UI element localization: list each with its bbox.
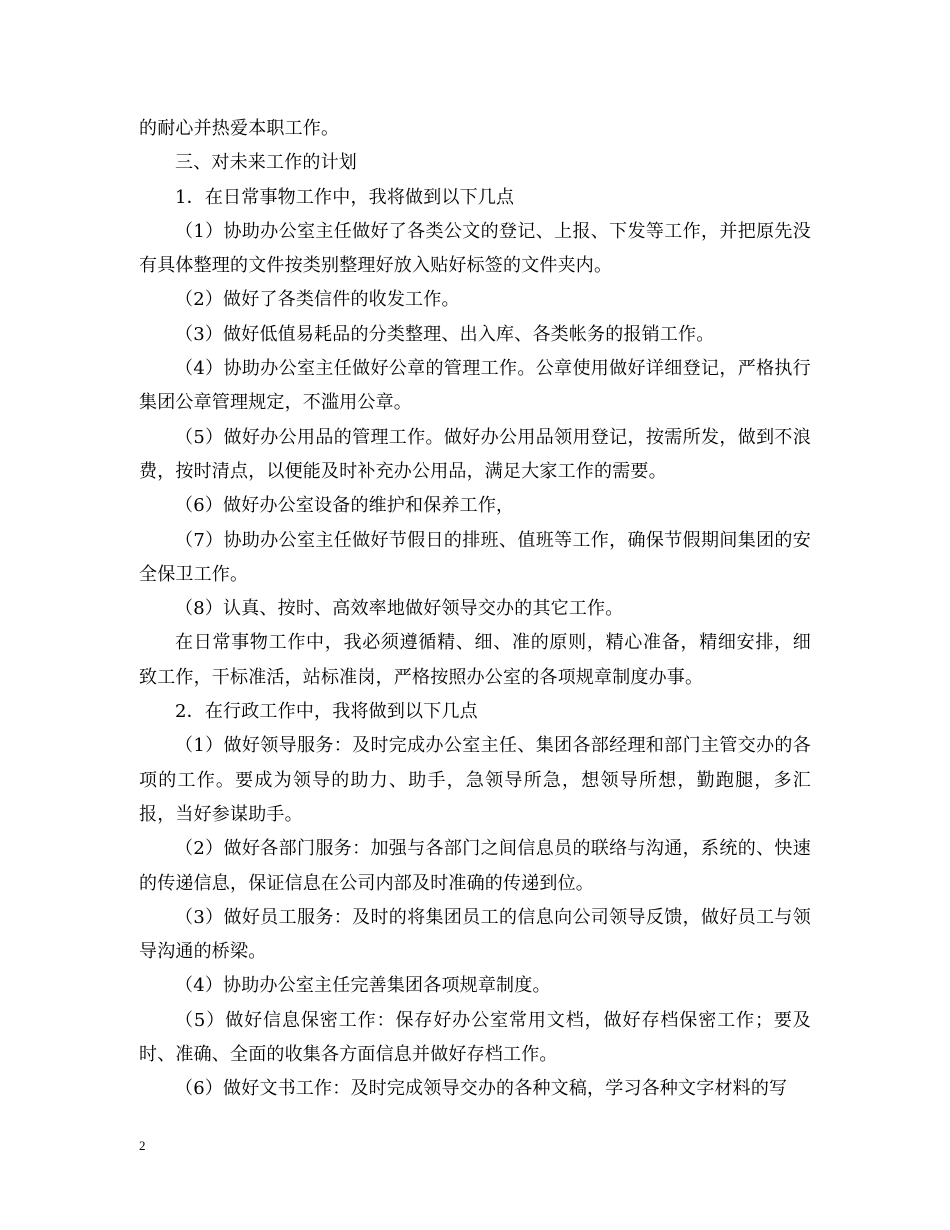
list-item: （5）做好信息保密工作：保存好办公室常用文档，做好存档保密工作；要及时、准确、全面的收集各方面信息并做好存档工作。 <box>139 1009 811 1066</box>
list-item: （4）协助办公室主任完善集团各项规章制度。 <box>175 975 551 997</box>
list-item: （2）做好各部门服务：加强与各部门之间信息员的联络与沟通，系统的、快速的传递信息，保证信息在公司内部及时准确的传递到位。 <box>139 838 811 894</box>
subsection-heading: 2．在行政工作中，我将做到以下几点 <box>175 701 478 723</box>
page-number: 2 <box>139 1138 146 1153</box>
paragraph: 的耐心并热爱本职工作。 <box>139 118 340 139</box>
list-item: （1）做好领导服务：及时完成办公室主任、集团各部经理和部门主管交办的各项的工作。要成为领导的助力、助手，急领导所急，想领导所想，勤跑腿，多汇报，当好参谋助手。 <box>139 735 811 825</box>
list-item: （1）协助办公室主任做好了各类公文的登记、上报、下发等工作，并把原先没有具体整理的文件按类别整理好放入贴好标签的文件夹内。 <box>139 220 811 277</box>
list-item: （8）认真、按时、高效率地做好领导交办的其它工作。 <box>175 598 624 620</box>
subsection-heading: 1．在日常事物工作中，我将做到以下几点 <box>175 186 515 208</box>
list-item: （4）协助办公室主任做好公章的管理工作。公章使用做好详细登记，严格执行集团公章管理规定，不滥用公章。 <box>139 358 811 414</box>
list-item: （6）做好文书工作：及时完成领导交办的各种文稿，学习各种文字材料的写 <box>175 1078 788 1100</box>
paragraph: 在日常事物工作中，我必须遵循精、细、准的原则，精心准备，精细安排，细致工作，干标准活，站标准岗，严格按照办公室的各项规章制度办事。 <box>139 632 811 688</box>
list-item: （6）做好办公室设备的维护和保养工作， <box>175 495 515 517</box>
list-item: （7）协助办公室主任做好节假日的排班、值班等工作，确保节假期间集团的安全保卫工作。 <box>139 529 811 585</box>
list-item: （5）做好办公用品的管理工作。做好办公用品领用登记，按需所发，做到不浪费，按时清点，以便能及时补充办公用品，满足大家工作的需要。 <box>139 426 811 482</box>
list-item: （2）做好了各类信件的收发工作。 <box>175 289 460 311</box>
document-body <box>139 112 811 1107</box>
list-item: （3）做好员工服务：及时的将集团员工的信息向公司领导反馈，做好员工与领导沟通的桥梁。 <box>139 906 811 963</box>
list-item: （3）做好低值易耗品的分类整理、出入库、各类帐务的报销工作。 <box>175 323 715 345</box>
section-heading: 三、对未来工作的计划 <box>175 152 357 174</box>
